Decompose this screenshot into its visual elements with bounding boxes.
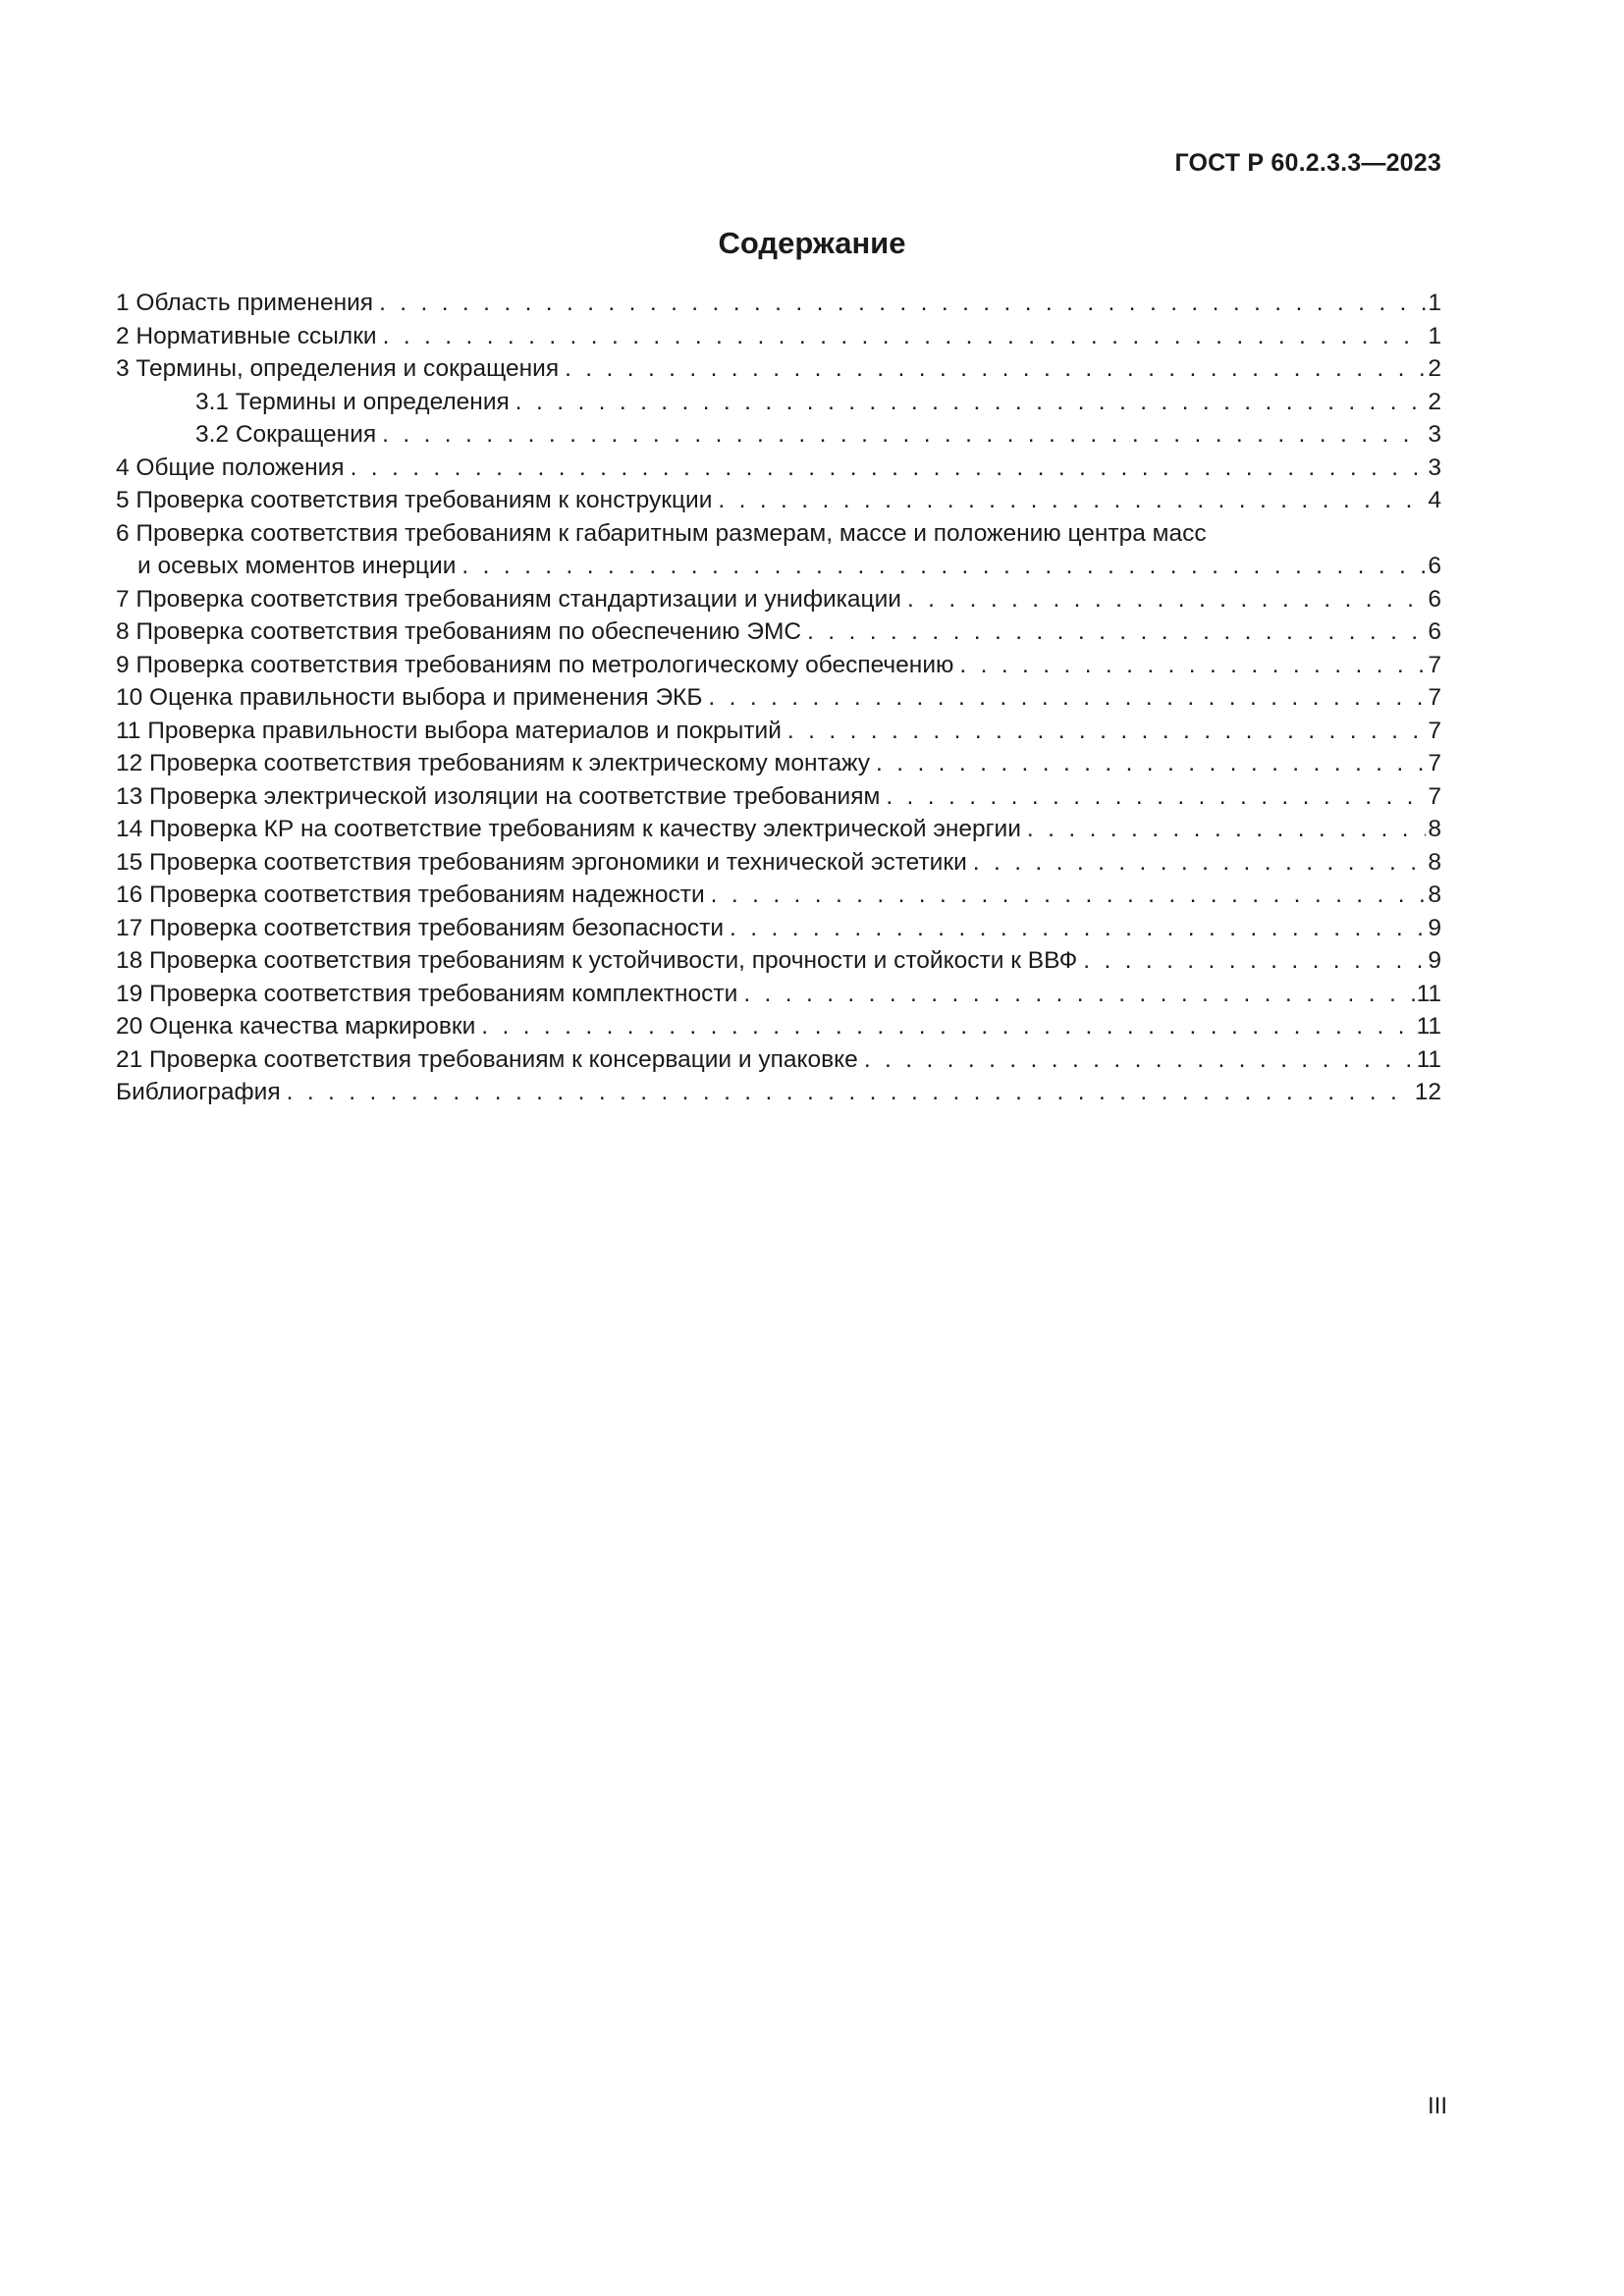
toc-item-title: 7 Проверка соответствия требованиям стандартизации и унификации (116, 585, 901, 613)
toc-item-title: 4 Общие положения (116, 454, 345, 481)
toc-item-3[interactable] (116, 352, 1441, 386)
dot-leader (864, 1043, 1415, 1077)
toc-item-16[interactable] (116, 879, 1441, 912)
dot-leader (461, 550, 1426, 583)
toc-item-6[interactable] (116, 517, 1441, 583)
dot-leader (287, 1076, 1413, 1109)
dot-leader (481, 1010, 1414, 1043)
toc-item-10[interactable] (116, 681, 1441, 715)
toc-item-5[interactable] (116, 484, 1441, 517)
toc-item-8[interactable] (116, 615, 1441, 649)
toc-item-title: 8 Проверка соответствия требованиям по обеспечению ЭМС (116, 618, 802, 645)
table-of-contents (116, 287, 1441, 1109)
toc-item-15[interactable] (116, 846, 1441, 880)
dot-leader (382, 418, 1426, 452)
toc-item-page: 3 (1428, 421, 1441, 448)
toc-item-title: 1 Область применения (116, 290, 374, 316)
toc-item-page: 7 (1428, 750, 1441, 776)
toc-item-page: 11 (1416, 1045, 1441, 1073)
toc-item-title: 14 Проверка КР на соответствие требованиям к качеству электрической энергии (116, 816, 1021, 842)
toc-item-page: 6 (1428, 553, 1441, 579)
toc-item-17[interactable] (116, 912, 1441, 945)
toc-item-3-1[interactable] (116, 386, 1441, 419)
dot-leader (351, 452, 1427, 485)
toc-item-page: 7 (1428, 651, 1441, 678)
toc-item-4[interactable] (116, 452, 1441, 485)
dot-leader (379, 287, 1426, 320)
toc-item-title: 10 Оценка правильности выбора и применения ЭКБ (116, 684, 703, 711)
dot-leader (1027, 813, 1426, 846)
toc-item-18[interactable] (116, 944, 1441, 978)
dot-leader (787, 715, 1426, 748)
dot-leader (515, 386, 1427, 419)
toc-item-title: 16 Проверка соответствия требованиям надежности (116, 881, 705, 908)
dot-leader (730, 912, 1426, 945)
toc-item-page: 6 (1428, 618, 1441, 645)
toc-item-page: 12 (1414, 1079, 1441, 1105)
toc-item-page: 8 (1428, 816, 1441, 842)
dot-leader (708, 681, 1426, 715)
toc-item-page: 9 (1428, 947, 1441, 974)
page-number: III (1427, 2093, 1447, 2119)
dot-leader (383, 320, 1427, 353)
toc-item-3-2[interactable] (116, 418, 1441, 452)
toc-item-title: 6 Проверка соответствия требованиям к габаритным размерам, массе и положению центра масс (116, 519, 1207, 547)
toc-item-14[interactable] (116, 813, 1441, 846)
dot-leader (807, 615, 1426, 649)
toc-item-page: 2 (1428, 355, 1441, 382)
toc-item-page: 8 (1428, 848, 1441, 876)
dot-leader (973, 846, 1427, 880)
dot-leader (907, 583, 1426, 616)
dot-leader (1083, 944, 1426, 978)
toc-item-page: 8 (1428, 881, 1441, 908)
toc-item-title: 21 Проверка соответствия требованиям к консервации и упаковке (116, 1045, 858, 1073)
toc-item-title: 15 Проверка соответствия требованиям эргономики и технической эстетики (116, 848, 967, 876)
toc-item-page: 2 (1428, 388, 1441, 415)
toc-item-title: 3 Термины, определения и сокращения (116, 355, 560, 382)
toc-item-page: 11 (1416, 980, 1441, 1007)
dot-leader (718, 484, 1426, 517)
toc-heading: Содержание (718, 226, 906, 260)
toc-item-continuation (116, 550, 1441, 583)
toc-item-12[interactable] (116, 747, 1441, 780)
toc-item-title: 3.2 Сокращения (195, 421, 377, 448)
toc-item-page: 1 (1428, 290, 1441, 316)
toc-item-9[interactable] (116, 649, 1441, 682)
toc-item-2[interactable] (116, 320, 1441, 353)
toc-item-bibliography[interactable] (116, 1076, 1441, 1109)
toc-item-page: 11 (1416, 1013, 1441, 1040)
document-code: ГОСТ Р 60.2.3.3—2023 (1174, 149, 1441, 177)
toc-item-title: 3.1 Термины и определения (195, 388, 510, 415)
toc-item-title: 17 Проверка соответствия требованиям безопасности (116, 914, 725, 941)
toc-item-21[interactable] (116, 1043, 1441, 1077)
toc-item-title: 5 Проверка соответствия требованиям к конструкции (116, 487, 713, 513)
toc-item-7[interactable] (116, 583, 1441, 616)
toc-item-title: 20 Оценка качества маркировки (116, 1013, 476, 1040)
toc-item-title: 11 Проверка правильности выбора материалов и покрытий (116, 717, 782, 744)
dot-leader (959, 649, 1426, 682)
toc-item-page: 4 (1428, 487, 1441, 513)
dot-leader (876, 747, 1426, 780)
toc-item-20[interactable] (116, 1010, 1441, 1043)
toc-item-title: Библиография (116, 1079, 281, 1105)
dot-leader (743, 978, 1414, 1011)
toc-item-page: 3 (1428, 454, 1441, 481)
toc-item-title: 13 Проверка электрической изоляции на соответствие требованиям (116, 782, 881, 810)
dot-leader (565, 352, 1426, 386)
toc-item-page: 9 (1428, 914, 1441, 941)
toc-item-page: 7 (1428, 684, 1441, 711)
toc-item-title: 12 Проверка соответствия требованиям к электрическому монтажу (116, 750, 871, 776)
toc-item-19[interactable] (116, 978, 1441, 1011)
toc-item-1[interactable] (116, 287, 1441, 320)
dot-leader (886, 780, 1426, 814)
dot-leader (711, 879, 1427, 912)
toc-item-page: 6 (1428, 585, 1441, 613)
toc-item-page: 7 (1428, 717, 1441, 744)
toc-item-11[interactable] (116, 715, 1441, 748)
toc-item-title-continued: и осевых моментов инерции (137, 553, 457, 579)
toc-item-title: 18 Проверка соответствия требованиям к устойчивости, прочности и стойкости к ВВФ (116, 947, 1078, 974)
toc-item-title: 19 Проверка соответствия требованиям комплектности (116, 980, 738, 1007)
toc-item-multiline (116, 517, 1441, 583)
toc-item-title: 2 Нормативные ссылки (116, 322, 377, 349)
toc-item-page: 1 (1428, 322, 1441, 349)
toc-item-13[interactable] (116, 780, 1441, 814)
toc-item-page: 7 (1428, 782, 1441, 810)
toc-item-title: 9 Проверка соответствия требованиям по метрологическому обеспечению (116, 651, 954, 678)
